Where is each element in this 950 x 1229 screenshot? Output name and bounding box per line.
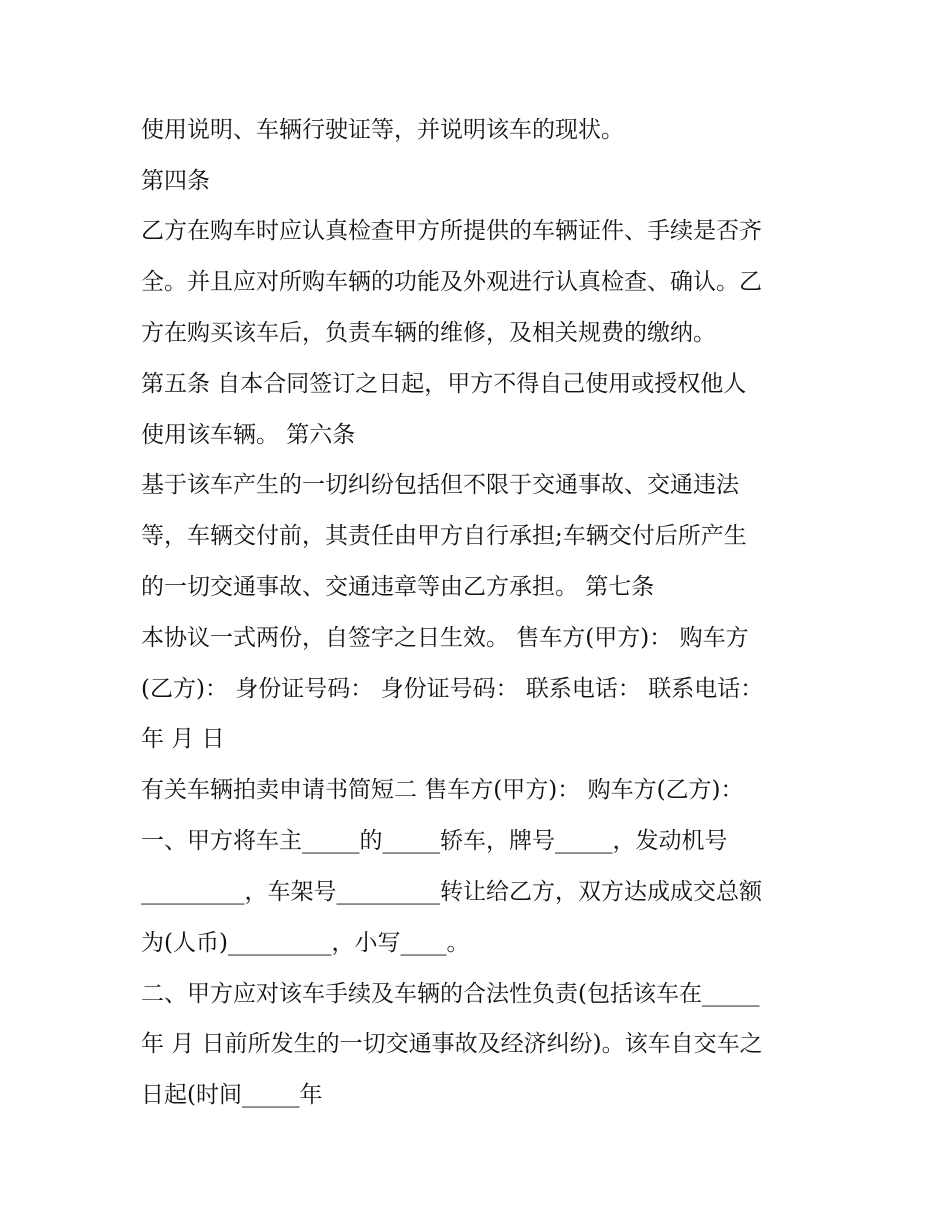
text-line: 方在购买该车后，负责车辆的维修，及相关规费的缴纳。: [141, 320, 716, 346]
text-line: 为(人币)_________，小写____。: [141, 930, 470, 956]
text-line: 有关车辆拍卖申请书简短二 售车方(甲方)： 购车方(乙方)：: [141, 777, 744, 803]
text-line: 使用该车辆。 第六条: [141, 422, 356, 448]
text-line: 一、甲方将车主_____的_____轿车，牌号_____，发动机号: [141, 828, 728, 854]
text-line: _________，车架号_________转让给乙方，双方达成成交总额: [141, 879, 762, 905]
text-line: 日起(时间_____年: [141, 1082, 323, 1108]
text-line: 本协议一式两份，自签字之日生效。 售车方(甲方)： 购车方: [141, 625, 749, 651]
text-line: 全。并且应对所购车辆的功能及外观进行认真检查、确认。乙: [141, 269, 762, 295]
text-line: 使用说明、车辆行驶证等，并说明该车的现状。: [141, 117, 624, 143]
text-line: 乙方在购车时应认真检查甲方所提供的车辆证件、手续是否齐: [141, 218, 762, 244]
text-line: 第四条: [141, 168, 210, 194]
text-line: (乙方)： 身份证号码： 身份证号码： 联系电话： 联系电话：: [141, 676, 764, 702]
text-line: 二、甲方应对该车手续及车辆的合法性负责(包括该车在_____: [141, 981, 760, 1007]
text-line: 年 月 日前所发生的一切交通事故及经济纠纷)。该车自交车之: [141, 1031, 763, 1057]
text-line: 等，车辆交付前，其责任由甲方自行承担;车辆交付后所产生: [141, 523, 747, 549]
text-line: 第五条 自本合同签订之日起，甲方不得自己使用或授权他人: [141, 371, 747, 397]
text-line: 年 月 日: [141, 726, 225, 752]
text-line: 的一切交通事故、交通违章等由乙方承担。 第七条: [141, 574, 655, 600]
text-line: 基于该车产生的一切纠纷包括但不限于交通事故、交通违法: [141, 472, 739, 498]
